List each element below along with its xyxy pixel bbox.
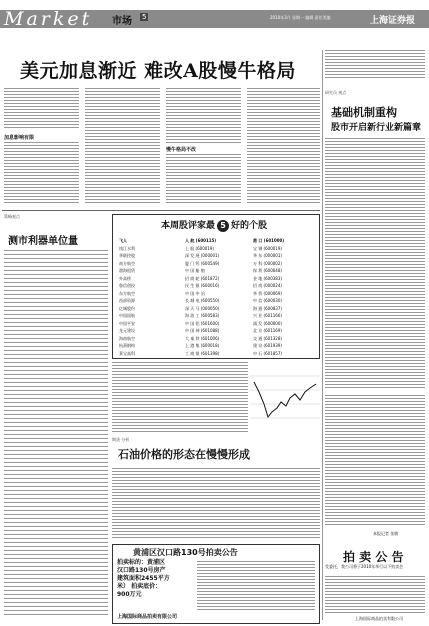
sidebar-headline-1: 基础机制重构 xyxy=(331,106,397,119)
stock-pick-item: 深 发 展 (000001) xyxy=(185,253,220,258)
stock-picks-col-1 xyxy=(119,237,179,357)
main-subhead-2: 慢牛格局不改 xyxy=(166,147,197,153)
ad-row-2: 汉口路130号房产 xyxy=(117,567,166,574)
stock-pick-item: 鲁信创投 xyxy=(119,283,135,288)
stock-pick-item: 华 东 (000001) xyxy=(253,253,282,258)
sidebar-label: 研究员 观点 xyxy=(325,90,347,95)
main-story-col-2 xyxy=(85,88,160,204)
brand-logo: 上海证券报 xyxy=(370,16,416,26)
stock-picks-title-right: 好的个股 xyxy=(231,221,268,231)
ad-row-5: 900万元 xyxy=(117,591,142,598)
section-title-cn: 市场 xyxy=(112,16,132,27)
stock-pick-item: 宝 钢 (600019) xyxy=(253,245,282,251)
stock-pick-item: 华 侨 (000069) xyxy=(253,290,282,296)
stock-pick-item: 中 信 (600030) xyxy=(253,298,282,303)
stock-pick-item: 海南航空 xyxy=(119,335,135,341)
right-lower-story xyxy=(325,395,427,545)
left-story xyxy=(4,214,108,619)
section-title-en: Market xyxy=(4,8,93,30)
stock-pick-item: 厦 门 钨 (600549) xyxy=(185,260,220,266)
main-story-col-4 xyxy=(247,88,320,204)
sidebar-body-1 xyxy=(325,138,425,388)
auction-notice xyxy=(325,548,427,624)
stock-picks-title-highlight: 5 xyxy=(217,220,229,232)
masthead xyxy=(0,0,429,40)
stock-pick-item: 交 通 (601328) xyxy=(253,335,282,341)
stock-pick-item: 上 航 (600019) xyxy=(185,245,214,251)
stock-pick-item: 飞人 xyxy=(119,238,127,243)
sidebar-intro-text xyxy=(325,50,425,80)
stock-pick-item: 中 国 船 舶 xyxy=(185,268,205,273)
page-number: 5 xyxy=(142,13,147,21)
ad-details xyxy=(117,559,191,599)
auction-intro: 受委托，我公司将于2010年举行以下拍卖会 xyxy=(325,564,404,569)
stock-pick-item: 兴 业 (601166) xyxy=(253,313,282,318)
stock-pick-item: 南方航空 xyxy=(119,260,135,266)
stock-picks-title-left: 本周股评家最 xyxy=(161,221,216,231)
stock-pick-item: 建 设 (601939) xyxy=(253,343,282,348)
ad-row-3: 建筑面积2455平方 xyxy=(117,575,170,582)
ad-row-4: 米） 拍卖底价： xyxy=(117,583,162,590)
main-headline: 美元加息渐近 难改A股慢牛格局 xyxy=(20,60,296,82)
stock-pick-item: 中 国 中 冶 xyxy=(185,290,205,296)
stock-pick-item: 外高桥 xyxy=(119,275,131,281)
stock-pick-item: 工 商 银 (601398) xyxy=(185,350,220,356)
oil-story-body xyxy=(112,468,320,540)
stock-pick-item: 上 港 集 (600018) xyxy=(185,343,220,348)
stock-picks-col-2 xyxy=(185,237,247,357)
stock-pick-item: 海 油 工 (600583) xyxy=(185,313,220,318)
stock-pick-item: 西部资源 xyxy=(119,298,135,303)
stock-pick-item: 金 地 (600383) xyxy=(253,275,282,281)
stock-pick-item: 中国国航 xyxy=(119,313,135,318)
stock-pick-item: 龙元建设 xyxy=(119,328,135,333)
stock-pick-item: 渤海租赁 xyxy=(119,268,135,273)
ad-company: 上海国际商品拍卖有限公司 xyxy=(117,614,178,620)
stock-pick-item: 长 城 电 (600550) xyxy=(185,298,220,303)
stock-pick-item: 中 国 铝 (601600) xyxy=(185,320,220,326)
auction-ad xyxy=(112,544,320,624)
main-story xyxy=(4,84,320,206)
stock-picks-col-3 xyxy=(253,237,317,357)
stock-pick-item: 人 航 (600115) xyxy=(185,238,217,243)
price-chart xyxy=(250,362,320,432)
rule-mid xyxy=(2,210,320,211)
oil-story-label: 期货 分析 xyxy=(112,437,130,442)
stock-pick-item: 钱江水利 xyxy=(119,245,135,251)
stock-pick-item: 港 口 (601000) xyxy=(253,238,285,243)
stock-pick-item: 中国平安 xyxy=(119,320,135,326)
auction-body xyxy=(325,576,425,614)
stock-picks-title xyxy=(161,218,267,232)
stock-pick-item: 中 国 神 (601088) xyxy=(185,328,220,333)
sidebar-top xyxy=(325,50,427,390)
stock-pick-item: 亿城股份 xyxy=(119,305,135,311)
ad-fineprint xyxy=(197,561,315,611)
stock-picks-box xyxy=(112,214,320,359)
right-lower-byline: 本报记者 张敏 xyxy=(373,531,399,536)
stock-pick-item: 民 生 银 (600016) xyxy=(185,283,220,288)
main-story-col-1b xyxy=(4,142,79,204)
price-chart-area xyxy=(250,362,320,432)
right-lower-body xyxy=(325,395,425,525)
sidebar-headline-2: 股市开启新行业新篇章 xyxy=(331,123,422,133)
page-info: 2010年3月 星期一 编辑 责任美编 xyxy=(270,15,331,20)
column-divider xyxy=(322,50,323,620)
lower-story-top-text xyxy=(112,362,248,432)
stock-pick-item: 东方航空 xyxy=(119,290,135,296)
stock-pick-item: 大 秦 铁 (601006) xyxy=(185,335,220,341)
stock-pick-item: 招 商 (000024) xyxy=(253,283,282,288)
stock-pick-item: 华联控股 xyxy=(119,253,135,258)
left-story-headline: 测市利器单位量 xyxy=(8,236,78,247)
main-story-col-1 xyxy=(4,88,79,128)
ad-title: 黄浦区汉口路130号拍卖公告 xyxy=(133,548,238,557)
stock-pick-item: 浦 发 (600000) xyxy=(253,320,282,326)
stock-pick-item: 万 科 (000002) xyxy=(253,260,282,266)
stock-pick-item: 杭萧钢构 xyxy=(119,343,135,348)
ad-row-1: 拍卖标的：黄浦区 xyxy=(117,559,166,566)
stock-pick-item: 中 石 (601857) xyxy=(253,350,282,356)
oil-story-headline: 石油价格的形态在慢慢形成 xyxy=(118,448,250,461)
stock-pick-item: 莱宝高科 xyxy=(119,350,135,356)
main-subhead-1: 加息影响有限 xyxy=(4,135,35,141)
left-story-label: 策略观点 xyxy=(4,214,20,219)
main-story-col-3 xyxy=(166,88,241,143)
auction-title: 拍 卖 公 告 xyxy=(343,550,404,564)
stock-pick-item: 海 通 (600837) xyxy=(253,305,282,311)
stock-pick-item: 北 京 (601169) xyxy=(253,328,282,333)
stock-pick-item: 深 天 马 (000050) xyxy=(185,305,220,311)
auction-footer: 上海国际商品拍卖有限公司 xyxy=(355,616,403,621)
stock-pick-item: 保 利 (600048) xyxy=(253,268,282,273)
left-story-body xyxy=(4,250,108,618)
stock-pick-item: 招 商 轮 (601872) xyxy=(185,275,220,281)
main-story-col-3b xyxy=(166,154,241,204)
